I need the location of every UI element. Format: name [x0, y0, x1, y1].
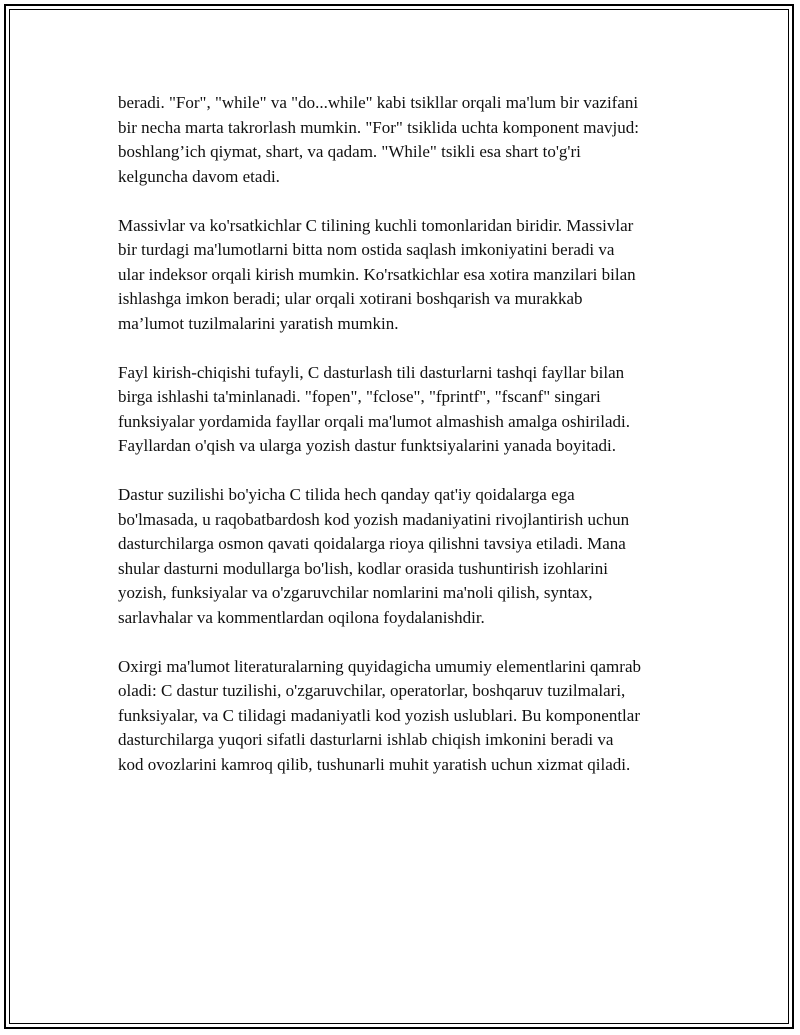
text-line: funksiyalar, va C tilidagi madaniyatli kod yozish uslublari. Bu komponentlar: [118, 705, 640, 725]
text-line: Oxirgi ma'lumot literaturalarning quyidagicha umumiy elementlarini qamrab: [118, 656, 641, 676]
text-line: ular indeksor orqali kirish mumkin. Ko'rsatkichlar esa xotira manzilari bilan: [118, 264, 636, 284]
text-line: bir necha marta takrorlash mumkin. "For" tsiklida uchta komponent mavjud:: [118, 117, 639, 137]
text-line: Massivlar va ko'rsatkichlar C tilining kuchli tomonlaridan biridir. Massivlar: [118, 215, 634, 235]
text-line: birga ishlashi ta'minlanadi. "fopen", "fclose", "fprintf", "fscanf" singari: [118, 387, 601, 406]
text-line: shular dasturni modullarga bo'lish, kodlar orasida tushuntirish izohlarini: [118, 558, 609, 578]
paragraph-summary: [118, 655, 698, 778]
paragraph-code-style: [118, 483, 698, 630]
text-line: ma’lumot tuzilmalarini yaratish mumkin.: [118, 313, 399, 333]
text-line: beradi. "For", "while" va "do...while" kabi tsikllar orqali ma'lum bir vazifani: [118, 93, 639, 112]
text-line: Dastur suzilishi bo'yicha C tilida hech qanday qat'iy qoidalarga ega: [118, 485, 575, 504]
text-line: dasturchilarga osmon qavati qoidalarga rioya qilishni tavsiya etiladi. Mana: [118, 534, 626, 553]
text-line: funksiyalar yordamida fayllar orqali ma'lumot almashish amalga oshiriladi.: [118, 411, 630, 431]
text-line: Fayl kirish-chiqishi tufayli, C dasturlash tili dasturlarni tashqi fayllar bilan: [118, 362, 625, 382]
text-line: dasturchilarga yuqori sifatli dasturlarni ishlab chiqish imkonini beradi va: [118, 730, 614, 749]
text-line: Fayllardan o'qish va ularga yozish dastur funktsiyalarini yanada boyitadi.: [118, 436, 616, 455]
paragraph-loops: [118, 91, 698, 189]
paragraph-arrays-pointers: [118, 214, 698, 337]
text-line: bo'lmasada, u raqobatbardosh kod yozish madaniyatini rivojlantirish uchun: [118, 509, 630, 529]
text-line: bir turdagi ma'lumotlarni bitta nom ostida saqlash imkoniyatini beradi va: [118, 240, 615, 259]
text-line: kelguncha davom etadi.: [118, 166, 280, 186]
text-line: yozish, funksiyalar va o'zgaruvchilar nomlarini ma'noli qilish, syntax,: [118, 583, 593, 602]
text-line: oladi: C dastur tuzilishi, o'zgaruvchilar, operatorlar, boshqaruv tuzilmalari,: [118, 681, 626, 700]
document-body: [118, 91, 698, 802]
text-line: sarlavhalar va kommentlardan oqilona foydalanishdir.: [118, 607, 485, 627]
text-line: ishlashga imkon beradi; ular orqali xotirani boshqarish va murakkab: [118, 289, 583, 308]
text-line: kod ovozlarini kamroq qilib, tushunarli muhit yaratish uchun xizmat qiladi.: [118, 754, 631, 774]
paragraph-file-io: [118, 361, 698, 459]
text-line: boshlang’ich qiymat, shart, va qadam. "While" tsikli esa shart to'g'ri: [118, 142, 581, 161]
